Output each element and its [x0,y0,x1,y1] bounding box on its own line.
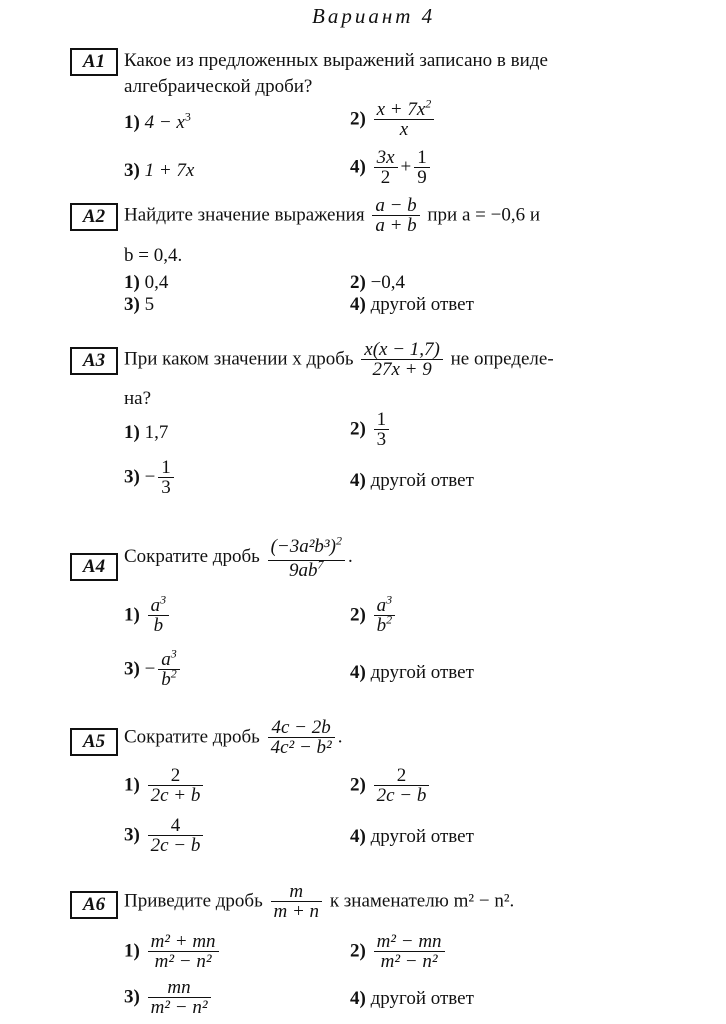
question-badge-a3: A3 [70,347,118,375]
exponent: 3 [170,646,177,661]
answer-a4-2[interactable] [350,592,398,636]
fraction-denominator: 2c + b [148,785,204,806]
answer-a6-2[interactable] [350,932,448,972]
fraction [374,148,398,188]
fraction-numerator: x(x − 1,7) [364,339,440,360]
fraction-denominator: 4c² − b² [268,737,335,758]
question-a4-text-line1 [124,534,353,581]
answer-a1-3[interactable] [124,160,194,182]
answer-text: другой ответ [370,470,474,491]
exponent: 3 [184,109,191,124]
fraction-numerator: 2 [396,765,407,786]
answer-a5-1[interactable] [124,766,206,806]
fraction [374,932,445,972]
question-badge-a4: A4 [70,553,118,581]
question-text: Сократите дробь [124,545,260,567]
answer-text: 5 [144,294,155,315]
exponent: 7 [317,557,324,572]
answer-a3-1[interactable] [124,422,168,444]
answer-text: 1,7 [144,422,169,443]
answer-a2-4[interactable] [350,294,474,316]
fraction-numerator: 4c − 2b [271,717,331,738]
fraction-numerator: 1 [417,147,427,168]
answer-text: другой ответ [370,662,474,683]
fraction-denominator: m² − n² [148,951,219,972]
fraction-denominator: 9 [414,167,430,188]
answer-a6-3[interactable] [124,978,214,1018]
fraction [361,340,443,380]
fraction [268,534,345,581]
answer-a2-2[interactable] [350,272,405,294]
question-a6-text-line1 [124,882,514,922]
exponent: 2 [386,612,393,627]
answer-number: 4) [350,988,366,1009]
fraction-denominator: m + n [271,901,323,922]
fraction [148,766,204,806]
question-badge-a2: A2 [70,203,118,231]
answer-a2-1[interactable] [124,272,168,294]
answer-number: 4) [350,470,366,491]
exponent: 2 [425,96,432,111]
question-badge-a5: A5 [70,728,118,756]
answer-a3-3[interactable] [124,458,177,498]
answer-number: 1) [124,272,140,293]
fraction-numerator: a − b [375,195,417,216]
question-text: к знаменателю m² − n². [329,890,515,912]
fraction [158,458,174,498]
fraction [148,592,170,636]
question-a5-text-line1 [124,718,342,758]
fraction-numerator: a [376,595,387,616]
fraction-denominator: b [161,669,171,690]
answer-number: 4) [350,156,366,178]
fraction-denominator: m² − n² [148,997,211,1018]
answer-text: другой ответ [370,826,474,847]
fraction-numerator: 2 [170,765,181,786]
answer-number: 3) [124,986,140,1008]
fraction-numerator: 3x [376,147,395,168]
fraction [148,932,219,972]
answer-number: 3) [124,466,140,488]
question-text: Приведите дробь [124,890,263,912]
fraction [374,96,435,140]
fraction-numerator: m² − mn [376,931,442,952]
answer-text: другой ответ [370,294,474,315]
exponent: 3 [160,592,167,607]
question-a3-text-line2: на? [124,388,152,409]
fraction-numerator: 4 [170,815,181,836]
fraction [271,882,323,922]
answer-a5-4[interactable] [350,826,474,848]
fraction-denominator: m² − n² [374,951,445,972]
fraction-denominator: 2c − b [148,835,204,856]
fraction-numerator: x + 7x [376,99,426,120]
answer-number: 1) [124,422,140,443]
answer-a6-1[interactable] [124,932,222,972]
answer-number: 2) [350,272,366,293]
question-a1-text-line2: алгебраической дроби? [124,76,313,97]
fraction [374,766,430,806]
answer-number: 2) [350,604,366,626]
fraction-denominator: a + b [372,215,419,236]
answer-a1-1[interactable] [124,109,191,134]
answer-number: 3) [124,824,140,846]
fraction [372,196,419,236]
question-text: При каком значении x дробь [124,348,354,370]
fraction [158,646,180,690]
fraction-denominator: 2c − b [374,785,430,806]
question-a2-text-line1 [124,196,540,236]
answer-a5-3[interactable] [124,816,206,856]
answer-a3-4[interactable] [350,470,474,492]
fraction-numerator: a [161,649,171,670]
answer-number: 4) [350,662,366,683]
answer-number: 2) [350,940,366,962]
question-badge-a1: A1 [70,48,118,76]
fraction-denominator: 27x + 9 [361,359,443,380]
question-a2-text-line2: b = 0,4. [124,245,183,266]
answer-number: 3) [124,160,140,181]
answer-a4-4[interactable] [350,662,474,684]
answer-number: 4) [350,294,366,315]
fraction [374,410,390,450]
fraction [148,978,211,1018]
answer-a1-2[interactable] [350,96,437,140]
question-a1-text-line1: Какое из предложенных выражений записано в виде [124,50,548,71]
fraction-denominator: b [376,615,387,636]
answer-number: 2) [350,418,366,440]
fraction-numerator: 1 [161,457,171,478]
answer-number: 4) [350,826,366,847]
fraction-denominator: 9ab [289,560,318,581]
answer-text: −0,4 [370,272,406,293]
minus-sign: − [144,466,156,488]
answer-expression: 4 − x [144,112,185,133]
fraction-denominator: 3 [158,477,174,498]
fraction [148,816,204,856]
answer-number: 1) [124,940,140,962]
answer-number: 1) [124,604,140,626]
minus-sign: − [144,658,156,680]
answer-number: 3) [124,294,140,315]
fraction-numerator: mn [167,977,191,998]
answer-a5-2[interactable] [350,766,432,806]
fraction-numerator: a [150,595,161,616]
fraction-numerator: m [289,881,304,902]
fraction-denominator: b [148,615,170,636]
question-text: не определе- [450,348,554,370]
question-text: Сократите дробь [124,726,260,748]
answer-number: 2) [350,108,366,130]
question-badge-a6: A6 [70,891,118,919]
answer-number: 3) [124,658,140,680]
fraction [374,592,396,636]
answer-a6-4[interactable] [350,988,474,1010]
answer-number: 2) [350,774,366,796]
period: . [347,545,353,567]
fraction-denominator: x [374,119,435,140]
answer-expression: 1 + 7x [144,160,195,181]
fraction [268,718,335,758]
question-text: при a = −0,6 и [427,204,541,226]
fraction-numerator: 1 [376,409,387,430]
answer-number: 1) [124,774,140,796]
answer-a1-4[interactable] [350,148,433,188]
answer-number: 1) [124,112,140,133]
period: . [337,726,343,748]
exponent: 2 [170,666,177,681]
question-a3-text-line1 [124,340,554,380]
fraction-denominator: 3 [374,429,390,450]
answer-a3-2[interactable] [350,410,392,450]
answer-a2-3[interactable] [124,294,154,316]
fraction-denominator: 2 [374,167,398,188]
exponent: 2 [335,533,342,548]
plus-sign: + [400,156,412,178]
fraction-numerator: m² + mn [150,931,216,952]
answer-text: другой ответ [370,988,474,1009]
answer-a4-3[interactable] [124,646,183,690]
fraction [414,148,430,188]
fraction-numerator: (−3a²b³) [270,536,336,557]
answer-a4-1[interactable] [124,592,172,636]
exponent: 3 [386,592,393,607]
answer-text: 0,4 [144,272,169,293]
page-title: Вариант 4 [312,4,436,28]
question-text: Найдите значение выражения [124,204,365,226]
